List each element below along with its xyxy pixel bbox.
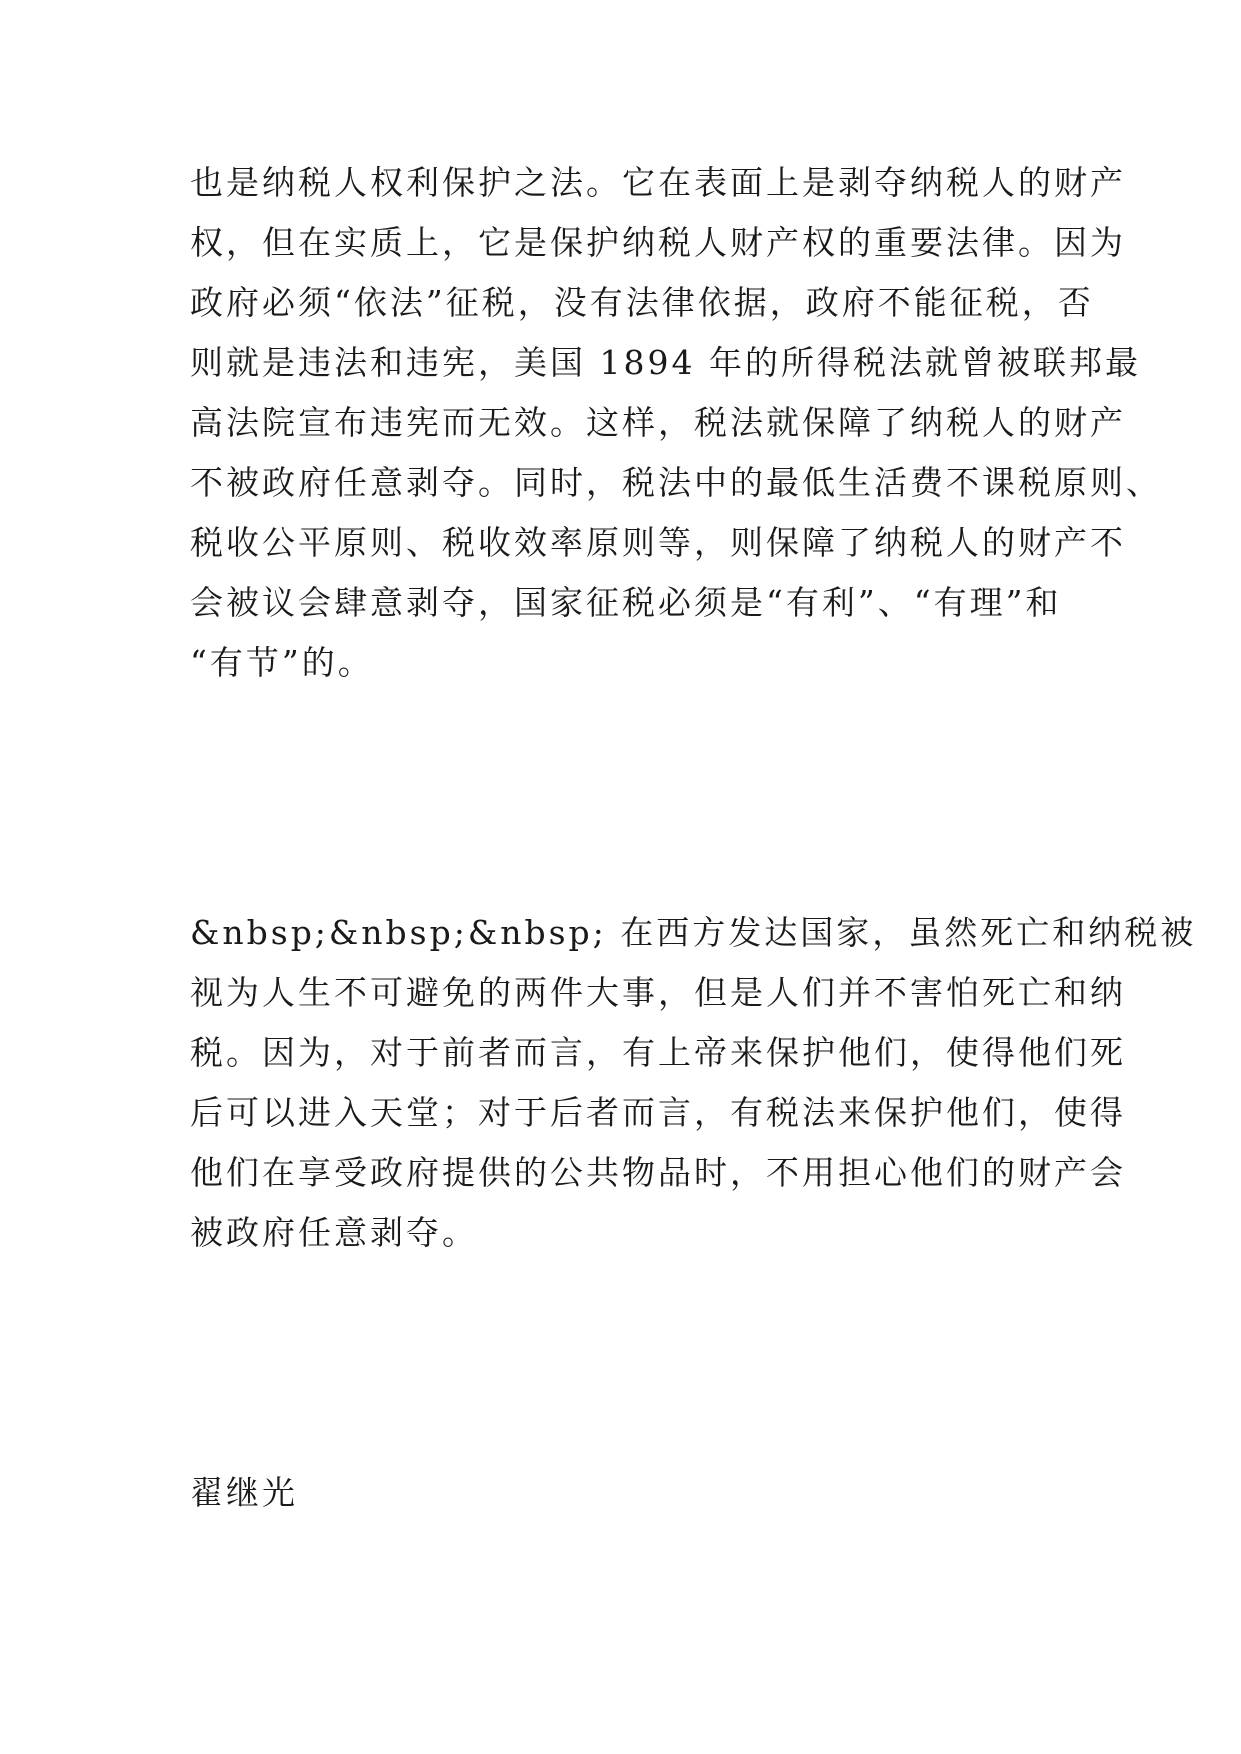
- paragraph-line: 他们在享受政府提供的公共物品时，不用担心他们的财产会: [190, 1153, 1126, 1192]
- paragraph-line: 高法院宣布违宪而无效。这样，税法就保障了纳税人的财产: [190, 403, 1126, 442]
- paragraph-line: 政府必须“依法”征税，没有法律依据，政府不能征税，否: [190, 283, 1094, 322]
- paragraph-line: 后可以进入天堂；对于后者而言，有税法来保护他们，使得: [190, 1093, 1126, 1132]
- paragraph-line: 不被政府任意剥夺。同时，税法中的最低生活费不课税原则、: [190, 463, 1162, 502]
- paragraph-line: 会被议会肆意剥夺，国家征税必须是“有利”、“有理”和: [190, 583, 1062, 622]
- paragraph-line: &nbsp;&nbsp;&nbsp; 在西方发达国家，虽然死亡和纳税被: [190, 913, 1197, 952]
- paragraph-line: 则就是违法和违宪，美国 1894 年的所得税法就曾被联邦最: [190, 343, 1141, 382]
- paragraph-line: 视为人生不可避免的两件大事，但是人们并不害怕死亡和纳: [190, 973, 1126, 1012]
- body-paragraph-2: [190, 903, 1197, 1263]
- paragraph-line: 被政府任意剥夺。: [190, 1213, 478, 1252]
- paragraph-line: “有节”的。: [190, 643, 374, 682]
- paragraph-line: 也是纳税人权利保护之法。它在表面上是剥夺纳税人的财产: [190, 163, 1126, 202]
- author-name: 翟继光: [190, 1473, 298, 1512]
- paragraph-line: 税。因为，对于前者而言，有上帝来保护他们，使得他们死: [190, 1033, 1126, 1072]
- body-paragraph-1: [190, 153, 1162, 693]
- paragraph-line: 税收公平原则、税收效率原则等，则保障了纳税人的财产不: [190, 523, 1126, 562]
- paragraph-line: 权，但在实质上，它是保护纳税人财产权的重要法律。因为: [190, 223, 1126, 262]
